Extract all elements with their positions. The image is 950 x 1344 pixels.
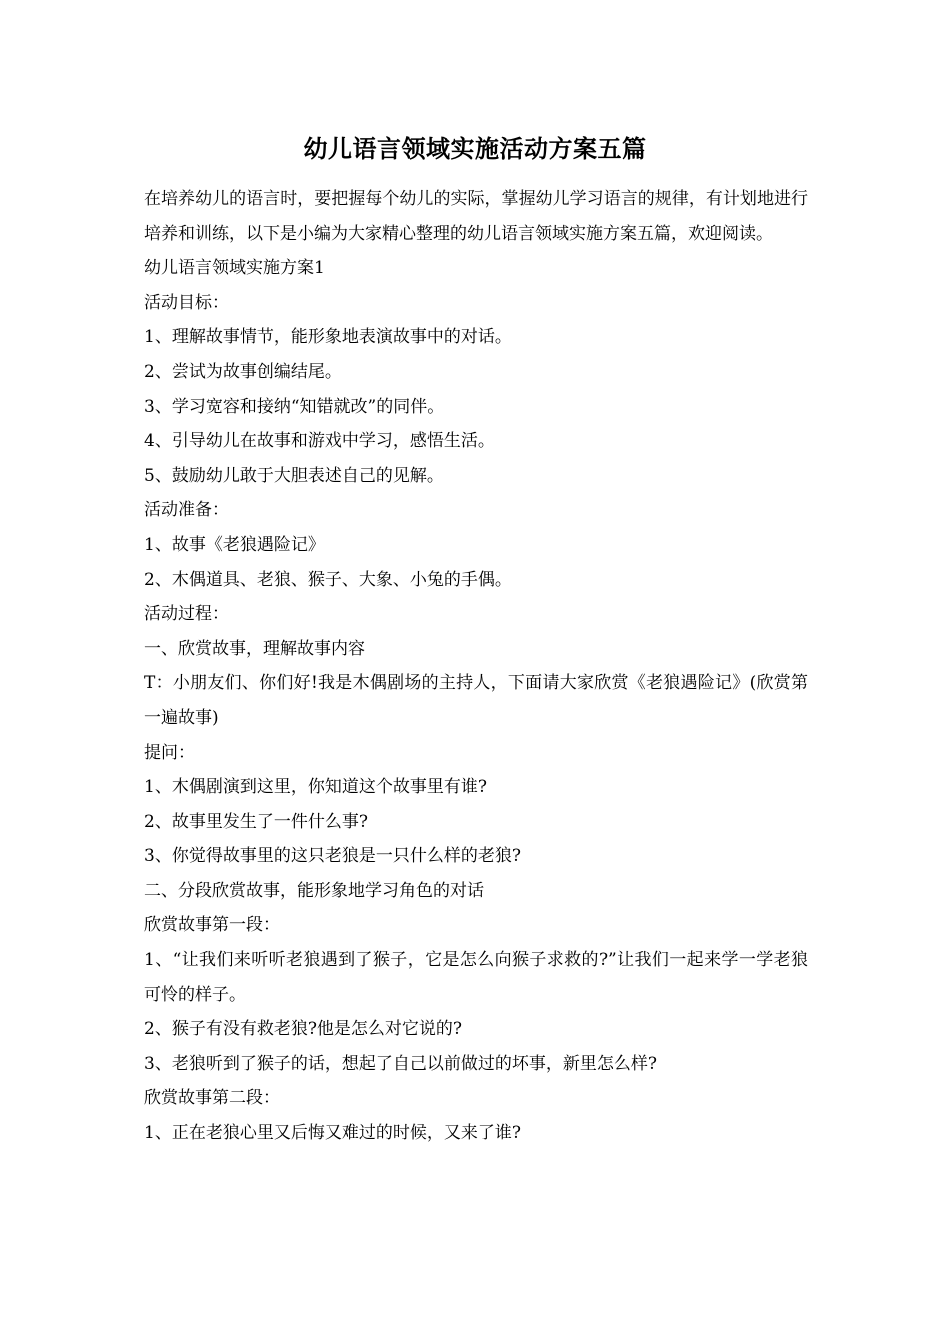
list-item: 1、正在老狼心里又后悔又难过的时候，又来了谁?	[144, 1123, 521, 1144]
step-heading: 一、欣赏故事，理解故事内容	[144, 638, 365, 659]
subheading-goals: 活动目标：	[144, 292, 229, 313]
subheading-preparation: 活动准备：	[144, 500, 229, 521]
body-paragraph: T：小朋友们、你们好!我是木偶剧场的主持人，下面请大家欣赏《老狼遇险记》(欣赏第一遍故事)	[144, 673, 808, 728]
intro-paragraph: 在培养幼儿的语言时，要把握每个幼儿的实际，掌握幼儿学习语言的规律，有计划地进行培养和训练，以下是小编为大家精心整理的幼儿语言领域实施方案五篇，欢迎阅读。	[144, 189, 808, 244]
list-item: 2、猴子有没有救老狼?他是怎么对它说的?	[144, 1019, 463, 1040]
list-item: 3、你觉得故事里的这只老狼是一只什么样的老狼?	[144, 846, 521, 867]
list-item: 2、故事里发生了一件什么事?	[144, 811, 368, 832]
document-title: 幼儿语言领域实施活动方案五篇	[303, 134, 647, 163]
subheading-questions: 提问：	[144, 742, 195, 763]
subheading-segment: 欣赏故事第一段：	[144, 915, 280, 936]
list-item: 1、理解故事情节，能形象地表演故事中的对话。	[144, 327, 512, 348]
list-item: 1、“让我们来听听老狼遇到了猴子，它是怎么向猴子求救的?”让我们一起来学一学老狼可怜的样子。	[144, 950, 808, 1005]
document-body	[144, 182, 808, 1151]
list-item: 5、鼓励幼儿敢于大胆表述自己的见解。	[144, 465, 444, 486]
list-item: 1、故事《老狼遇险记》	[144, 534, 325, 555]
section-heading: 幼儿语言领域实施方案1	[144, 258, 325, 279]
subheading-segment: 欣赏故事第二段：	[144, 1088, 280, 1109]
list-item: 1、木偶剧演到这里，你知道这个故事里有谁?	[144, 777, 487, 798]
step-heading: 二、分段欣赏故事，能形象地学习角色的对话	[144, 880, 484, 901]
list-item: 2、尝试为故事创编结尾。	[144, 361, 342, 382]
subheading-process: 活动过程：	[144, 604, 229, 625]
list-item: 2、木偶道具、老狼、猴子、大象、小兔的手偶。	[144, 569, 512, 590]
list-item: 3、老狼听到了猴子的话，想起了自己以前做过的坏事，新里怎么样?	[144, 1053, 657, 1074]
list-item: 3、学习宽容和接纳“知错就改”的同伴。	[144, 396, 445, 417]
list-item: 4、引导幼儿在故事和游戏中学习，感悟生活。	[144, 431, 495, 452]
